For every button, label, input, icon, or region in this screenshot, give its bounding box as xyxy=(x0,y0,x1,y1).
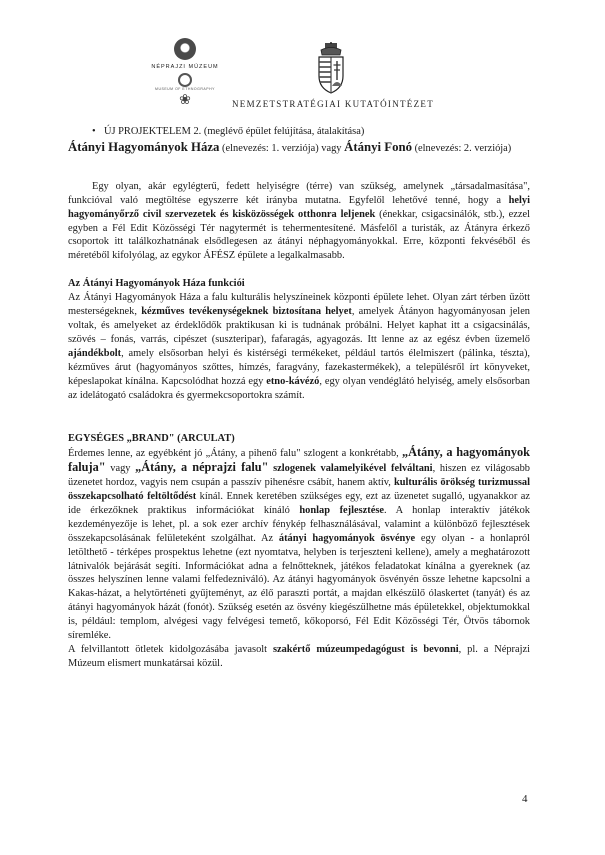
text-run: egy olyan - a honlapról letölthető - térképes prospektus lehetne (ezt nyomtatva, helyben is terjeszteni kellene), amely a meghatározott látnivalók bejárását segíti. Információkat adna a felnőtteknek, játékos feladatokat kínálna a gyereknek (az összes helyszínen lenne valami felfedezniváló). Az átányi hagyományok ösvényén össze lehetne kapcsolni a Kakas-házat, a helytörténeti gyűjteményt, az élő paraszti portát, a majdan elkészülő ólaskertet (tanyát) és az átányi hagyományok házát (fonót). Szükség esetén az ösvény kiegészülhetne más épületekkel, objektumokkal is, például: templom, alvégesi vagy felvégesi temető, kőkoporsó, Fél Edit Közösségi Tér, Ötvös tábornok síremléke. xyxy=(68,532,530,642)
text-run: Az Átányi Hagyományok Háza a falu kulturális helyszíneinek központi épülete lehet. Olyan zárt térben űzött mesterségeknek, xyxy=(68,292,530,318)
bold-run: szlogenek valamelyikével felváltani xyxy=(268,463,433,475)
text-run: kínál. Ennek keretében szükséges egy, ezt az üzenetet sugalló, ugyanakkor az ide érkezőknek praktikus információkat kínáló xyxy=(68,491,530,516)
title-a: Átányi Hagyományok Háza xyxy=(68,139,220,154)
project-label xyxy=(68,125,530,139)
text-run: , pl. a Néprajzi Múzeum elismert munkatársai közül. xyxy=(68,644,530,669)
museum-name: NÉPRAJZI MÚZEUM xyxy=(151,64,219,70)
text-run: . A honlap interaktív játékok kezdeményezője is lehet, pl. a sok ezer archív fénykép felhasználásával, valamint a különböző fejlesztések összekapcsolásának felületeként szolgálhat. Az xyxy=(68,504,530,544)
bold-run: szakértő múzeumpedagógust is bevonni xyxy=(272,644,459,655)
bold-run: etno-kávézó xyxy=(266,375,320,387)
project-label-text: ÚJ PROJEKTELEM 2. (meglévő épület felújítása, átalakítása) xyxy=(104,126,365,137)
text-run: Érdemes lenne, az egyébként jó „Átány, a pihenő falu" szlogent a konkrétabb, xyxy=(68,448,402,460)
document-body xyxy=(68,125,530,671)
section-heading-functions: Az Átányi Hagyományok Háza funkciói xyxy=(68,278,245,290)
bold-run: ajándékbolt xyxy=(68,347,122,359)
paragraph-brand xyxy=(68,446,530,643)
title-b-note: (elnevezés: 2. verziója) xyxy=(412,142,512,154)
title-a-note: (elnevezés: 1. verziója) vagy xyxy=(219,142,345,154)
section-heading-brand: EGYSÉGES „BRAND" (ARCULAT) xyxy=(68,433,235,445)
bullet-icon: • xyxy=(92,126,96,137)
flower-ornament-icon: ❀ xyxy=(179,93,191,108)
slogan-1: „Átány, a hagyományok faluja" xyxy=(68,445,530,475)
text-run: , amely elsősorban helyi és kistérségi termékeket, például tartós élelmiszert (pálinka, tészta), kézműves árut (hagyományos szőttes, hímzés, faragvány, fazekastermékek), a településről írt könyveket, képeslapokat kínálna. Kapcsolódhat hozzá egy xyxy=(68,347,530,387)
paragraph-expert xyxy=(68,643,530,671)
text-run: , amelyek Átányon hagyományosan jelen voltak, és amelyeket az érdeklődők praktikusan ki is tudnának próbálni. Helyet kaphat itt a csigacsinálás, szövés – fonás, varrás, cipészet (suszteripar), fafaragás, agyagozás. Itt lenne az az egész évben üzemelő xyxy=(68,306,530,345)
bold-run: kézműves tevékenységeknek biztosítana helyet xyxy=(141,306,352,318)
museum-logo xyxy=(150,38,220,108)
text-run: Egy olyan, akár egylégterű, fedett helyiségre (térre) van szükség, amelynek „társadalmasítása", funkcióval való megtöltése egyszerre két irányba mutatna. Egyfelől lehetővé tenné, hogy a xyxy=(68,180,530,206)
text-run: , hiszen ez világosabb üzenetet hordoz, vagyis nem csupán a passzív pihenésre csábít, hanem aktív, xyxy=(68,463,530,489)
project-title xyxy=(68,141,530,156)
museum-subtitle: MUSEUM OF ETHNOGRAPHY xyxy=(155,87,215,91)
text-run: (énekkar, csigacsinálók, stb.), ezzel egyben a Fél Edit Közösségi Tér nagytermét is tehermentesítené. Másfelől a turisták, az Átányra érkező csoportok itt találkozhatnának elsődlegesen az átányi néphagyományokkal. Erre, központi fekvéséből és méretéből kifolyólag, az egykor ÁFÉSZ épülete a legalkalmasabb. xyxy=(68,208,530,262)
title-b: Átányi Fonó xyxy=(344,139,412,154)
text-run: , egy olyan vendéglátó helyiség, amely elsősorban az idelátogató családokra és gyermekcsoportokra számít. xyxy=(68,375,530,401)
ring-icon xyxy=(178,73,192,87)
bold-run: honlap fejlesztése xyxy=(299,504,385,516)
paragraph-intro xyxy=(68,180,530,263)
paragraph-functions xyxy=(68,291,530,402)
text-run: vagy xyxy=(105,463,136,475)
museum-emblem-icon xyxy=(174,38,196,60)
bold-run: átányi hagyományok ösvénye xyxy=(278,532,416,544)
coat-of-arms-icon xyxy=(313,42,349,94)
institute-name: NEMZETSTRATÉGIAI KUTATÓINTÉZET xyxy=(232,99,434,109)
text-run: A felvillantott ötletek kidolgozásába javasolt xyxy=(68,644,273,655)
slogan-2: „Átány, a néprajzi falu" xyxy=(135,460,269,475)
bold-run: helyi hagyományőrző civil szervezetek és kisközösségek otthonra leljenek xyxy=(68,194,530,220)
bold-run: kulturális örökség turizmussal összekapcsolható feltöltődést xyxy=(68,477,531,503)
page-number: 4 xyxy=(522,793,528,805)
